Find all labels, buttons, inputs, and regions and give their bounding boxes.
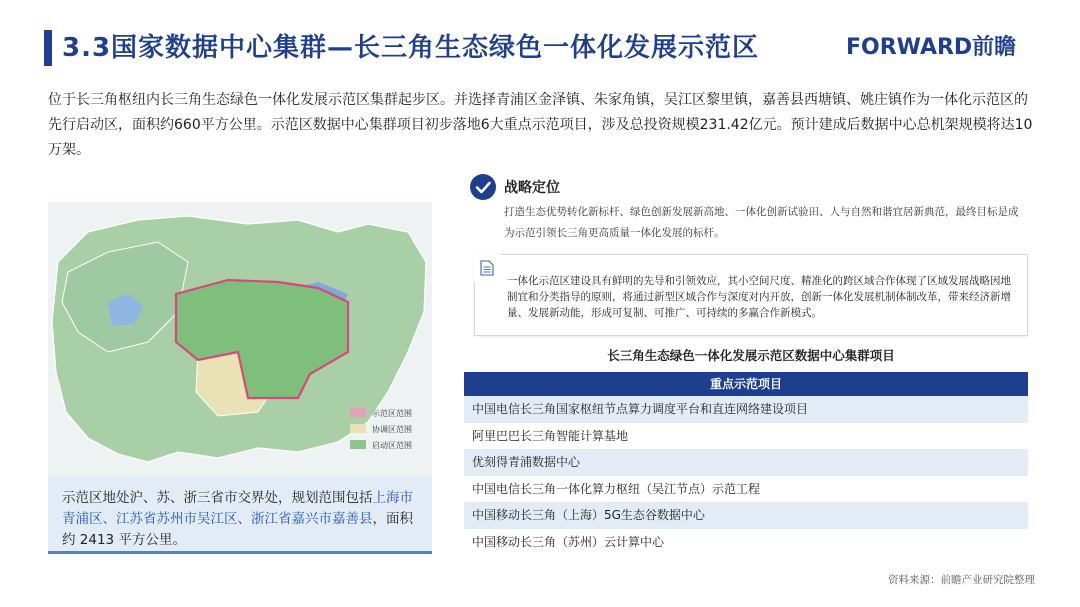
document-icon — [480, 260, 494, 276]
table-title: 长三角生态绿色一体化发展示范区数据中心集群项目 — [607, 348, 895, 363]
region-map — [48, 202, 432, 476]
table-row: 优刻得青浦数据中心 — [464, 449, 1028, 476]
table-row: 中国移动长三角（苏州）云计算中心 — [464, 529, 1028, 556]
table-row: 中国电信长三角一体化算力枢纽（吴江节点）示范工程 — [464, 476, 1028, 503]
projects-table — [464, 372, 1028, 555]
table-row: 中国移动长三角（上海）5G生态谷数据中心 — [464, 502, 1028, 529]
source-note: 资料来源：前瞻产业研究院整理 — [888, 574, 1035, 586]
table-row: 阿里巴巴长三角智能计算基地 — [464, 423, 1028, 450]
table-row: 中国电信长三角国家枢纽节点算力调度平台和直连网络建设项目 — [464, 396, 1028, 423]
legend-label-demo-zone: 示范区范围 — [372, 409, 412, 418]
strategy-title: 战略定位 — [504, 180, 560, 196]
brand-logo: FORWARD前瞻 — [846, 35, 1017, 60]
map-caption-highlight: 上海市青浦区、江苏省苏州市吴江区、浙江省嘉兴市嘉善县 — [62, 490, 413, 527]
table-header: 重点示范项目 — [464, 372, 1028, 396]
intro-paragraph: 位于长三角枢纽内长三角生态绿色一体化发展示范区集群起步区。并选择青浦区金泽镇、朱家角镇，吴江区黎里镇，嘉善县西塘镇、姚庄镇作为一体化示范区的先行启动区，面积约660平方公里。示范区数据中心集群项目初步落地6大重点示范项目，涉及总投资规模231.42亿元。预计建成后数据中心总机架规模将达10万架。 — [48, 92, 1033, 158]
note-text: 一体化示范区建设具有鲜明的先导和引领效应，其小空间尺度、精准化的跨区域合作体现了区域发展战略因地制宜和分类指导的原则，将通过新型区域合作与深度对内开放，创新一体化发展机制体制改革，带来经济新增量、发展新动能，形成可复制、可推广、可持续的多赢合作新模式。 — [507, 275, 1011, 319]
strategy-text: 打造生态优势转化新标杆、绿色创新发展新高地、一体化创新试验田、人与自然和谐宜居新典范，最终目标是成为示范引领长三角更高质量一体化发展的标杆。 — [504, 206, 1019, 239]
note-box — [474, 254, 1028, 336]
legend-label-launch-zone: 启动区范围 — [372, 441, 412, 450]
check-circle-icon — [470, 174, 496, 200]
map-legend — [350, 408, 366, 449]
map-caption-text-2: ，面积约 2413 平方公里。 — [62, 511, 413, 548]
map-caption-text-1: 示范区地处沪、苏、浙三省市交界处，规划范围包括 — [62, 490, 373, 506]
legend-label-coordination-zone: 协调区范围 — [372, 425, 412, 434]
title-accent-bar — [44, 30, 52, 66]
map-caption — [48, 476, 432, 554]
note-tab — [474, 254, 500, 282]
page-title: 3.3国家数据中心集群—长三角生态绿色一体化发展示范区 — [62, 33, 760, 63]
